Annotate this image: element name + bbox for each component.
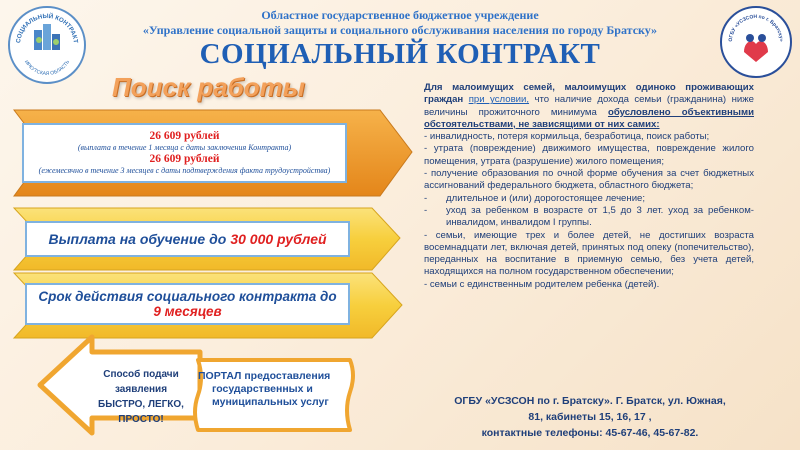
duration-value: 9 месяцев [153, 304, 222, 319]
training-label: Выплата на обучение до [48, 231, 227, 247]
conditions-text [424, 82, 754, 291]
intro-condition: при условии, [468, 94, 530, 106]
page-title: СОЦИАЛЬНЫЙ КОНТРАКТ [199, 38, 601, 70]
portal-line-1: ПОРТАЛ предоставления [198, 370, 331, 382]
condition-item: - семьи, имеющие трех и более детей, не достигших возраста восемнадцати лет, включая детей, принятых под опеку (попечительство), переданных на воспитание в приемную семью, без учета детей, находящихся на полном государственном обеспечении; [424, 229, 754, 278]
subitem-text: уход за ребенком в возрасте от 1,5 до 3 лет. уход за ребенком-инвалидом, инвалидом I группы. [446, 204, 754, 229]
logo-right-text: ОГБУ «УСЗСОН по г. Братску» [727, 13, 785, 42]
job-amount-2: 26 609 рублей [149, 153, 220, 165]
job-payment-box [22, 123, 347, 183]
portal-line-3: муниципальных услуг [212, 396, 329, 408]
condition-item: - утрата (повреждение) движимого имущества, повреждение жилого помещения, утрата (разрушение) жилого помещения; [424, 143, 754, 167]
condition-item: - семьи с единственным родителем ребенка (детей). [424, 278, 660, 290]
job-search-title: Поиск работы [112, 72, 305, 102]
footer-phones: контактные телефоны: 45-67-46, 45-67-82. [481, 427, 699, 439]
condition-subitem: - уход за ребенком в возрасте от 1,5 до 3 лет. уход за ребенком-инвалидом, инвалидом I группы. [424, 204, 754, 229]
apply-line-1: Способ подачи заявления [103, 369, 179, 395]
condition-subitem: - длительное и (или) дорогостоящее лечение; [424, 192, 646, 204]
gov-services-portal [198, 370, 348, 409]
training-amount: 30 000 рублей [230, 231, 327, 247]
org-line-1: Областное государственное бюджетное учреждение [261, 8, 539, 22]
training-payment-box [25, 221, 350, 257]
footer-address-1: ОГБУ «УСЗСОН по г. Братску». Г. Братск, ул. Южная, [454, 395, 726, 407]
job-amount-1: 26 609 рублей [149, 130, 220, 142]
portal-line-2: государственных и [212, 383, 313, 395]
org-line-2: «Управление социальной защиты и социального обслуживания населения по городу Братску» [142, 23, 658, 37]
contact-footer [420, 393, 760, 441]
footer-address-2: 81, кабинеты 15, 16, 17 , [528, 411, 652, 423]
subitem-text: длительное и (или) дорогостоящее лечение; [446, 192, 646, 204]
apply-line-2: БЫСТРО, ЛЕГКО, ПРОСТО! [98, 399, 184, 425]
logo-left-top-text: СОЦИАЛЬНЫЙ КОНТРАКТ [15, 12, 79, 44]
condition-item: - получение образования по очной форме обучения за счет бюджетных ассигнований федерального бюджета, областного бюджета; [424, 168, 754, 192]
condition-item: - инвалидность, потеря кормильца, безработица, поиск работы; [424, 131, 710, 143]
conditions-intro [424, 82, 754, 131]
intro-rest: что наличие дохода семьи (гражданина) ниже величины прожиточного минимума [424, 94, 754, 118]
contract-duration-box [25, 283, 350, 325]
intro-reason: обусловлено объективными обстоятельствами, не зависящими от них самих: [424, 106, 754, 130]
intro-bold: Для малоимущих семей, малоимущих одиноко проживающих граждан [424, 82, 754, 106]
logo-left-bottom-text: ИРКУТСКАЯ ОБЛАСТЬ [22, 59, 72, 78]
job-note-2: (ежемесячно в течение 3 месяцев с даты подтверждения факта трудоустройства) [38, 166, 331, 175]
duration-label: Срок действия социального контракта до [38, 289, 337, 304]
apply-method-text [82, 367, 200, 427]
job-note-1: (выплата в течение 1 месяца с даты заключения Контракта) [77, 143, 292, 152]
